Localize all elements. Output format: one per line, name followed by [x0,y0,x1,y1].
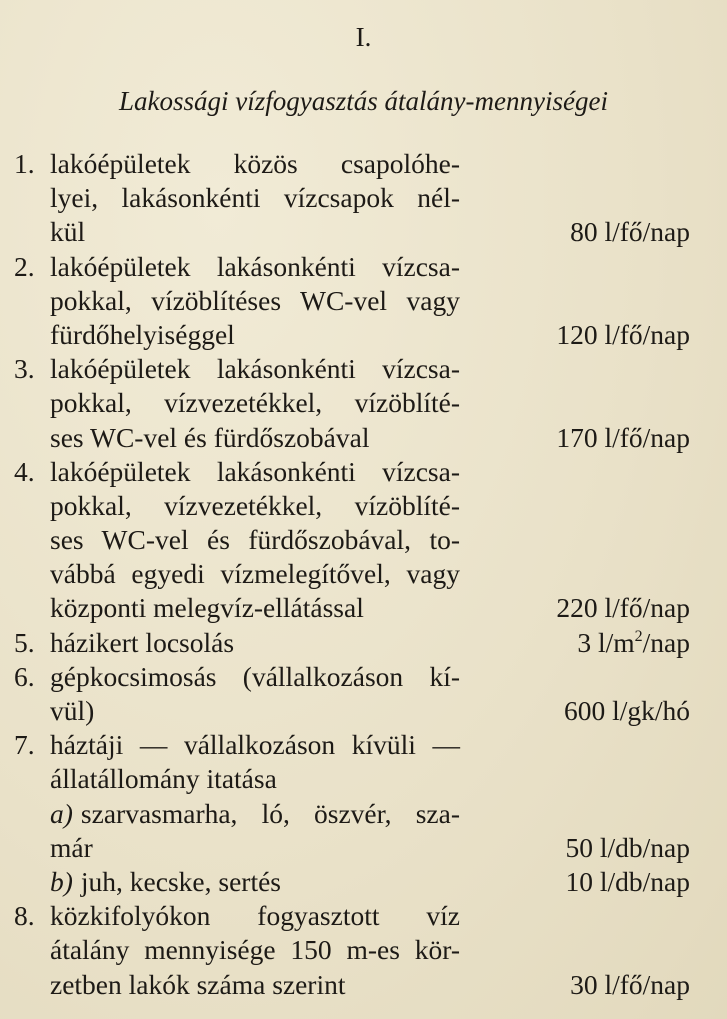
item-text: átalány mennyisége 150 m-es kör- [50,934,460,966]
subitem-value: 10 l/db/nap [565,865,690,897]
item-text: pokkal, vízvezetékkel, vízöblíté- [50,489,460,521]
subitem-a-text: a) szarvasmarha, ló, öszvér, sza- [50,797,460,829]
item-number: 6. [14,660,35,692]
item-number: 4. [14,455,35,487]
item-text: lakóépületek lakásonkénti vízcsa- [50,353,460,385]
item-text: vül) [50,695,95,726]
item-number: 7. [14,729,35,761]
item-text: pokkal, vízvezetékkel, vízöblíté- [50,387,460,419]
item-value: 3 $l/m^2$/nap [577,626,690,658]
item-value: 220 l/fő/nap [556,592,690,624]
item-value: 600 l/gk/hó [563,695,690,726]
item-value: 30 l/fő/nap [570,968,690,1000]
item-text: központi melegvíz-ellátással [50,592,364,624]
item-number: 8. [14,900,35,932]
item-text: ses WC-vel és fürdőszobával, to- [50,524,460,556]
list-item-8 [14,899,690,1002]
item-value: 80 l/fő/nap [570,216,690,248]
list-item-3 [14,352,690,455]
item-text: fürdőhelyiséggel [50,318,235,350]
item-text: kül [50,216,86,248]
item-number: 1. [14,148,35,179]
subitem-text: már [50,831,93,863]
item-text: ses WC-vel és fürdőszobával [50,421,370,453]
subitem-label: b) [50,865,73,897]
item-text: gépkocsimosás (vállalkozáson kí- [50,660,460,692]
subitem-b-text: b) juh, kecske, sertés [50,865,281,897]
item-text: zetben lakók száma szerint [50,968,346,1000]
item-value: 170 l/fő/nap [556,421,690,453]
item-text: lyei, lakásonkénti vízcsapok nél- [50,182,460,214]
item-text: lakóépületek lakásonkénti vízcsa- [50,250,460,282]
item-number: 5. [14,626,35,658]
list-item-1 [14,147,690,250]
item-value: 120 l/fő/nap [556,318,690,350]
section-number: I. [355,22,372,52]
item-number: 2. [14,250,35,282]
list-item-5 [14,626,690,660]
item-text: pokkal, vízöblítéses WC-vel vagy [50,284,460,316]
list-item-6 [14,660,690,728]
item-text: lakóépületek közös csapolóhe- [50,148,460,179]
section-title: Lakossági vízfogyasztás átalány-mennyiségei [119,86,608,116]
list-item-7 [14,728,690,899]
item-text: háztáji — vállalkozáson kívüli — [50,729,460,761]
item-text: közkifolyókon fogyasztott víz [50,900,460,932]
item-text: lakóépületek lakásonkénti vízcsa- [50,455,460,487]
item-text: vábbá egyedi vízmelegítővel, vagy [50,558,460,590]
list-item-4 [14,455,690,626]
item-text: házikert locsolás [50,626,235,658]
consumption-list [14,147,690,1002]
item-text: állatállomány itatása [50,763,277,795]
subitem-value: 50 l/db/nap [565,831,690,863]
subitem-label: a) [50,797,73,829]
item-number: 3. [14,353,35,385]
list-item-2 [14,250,690,353]
